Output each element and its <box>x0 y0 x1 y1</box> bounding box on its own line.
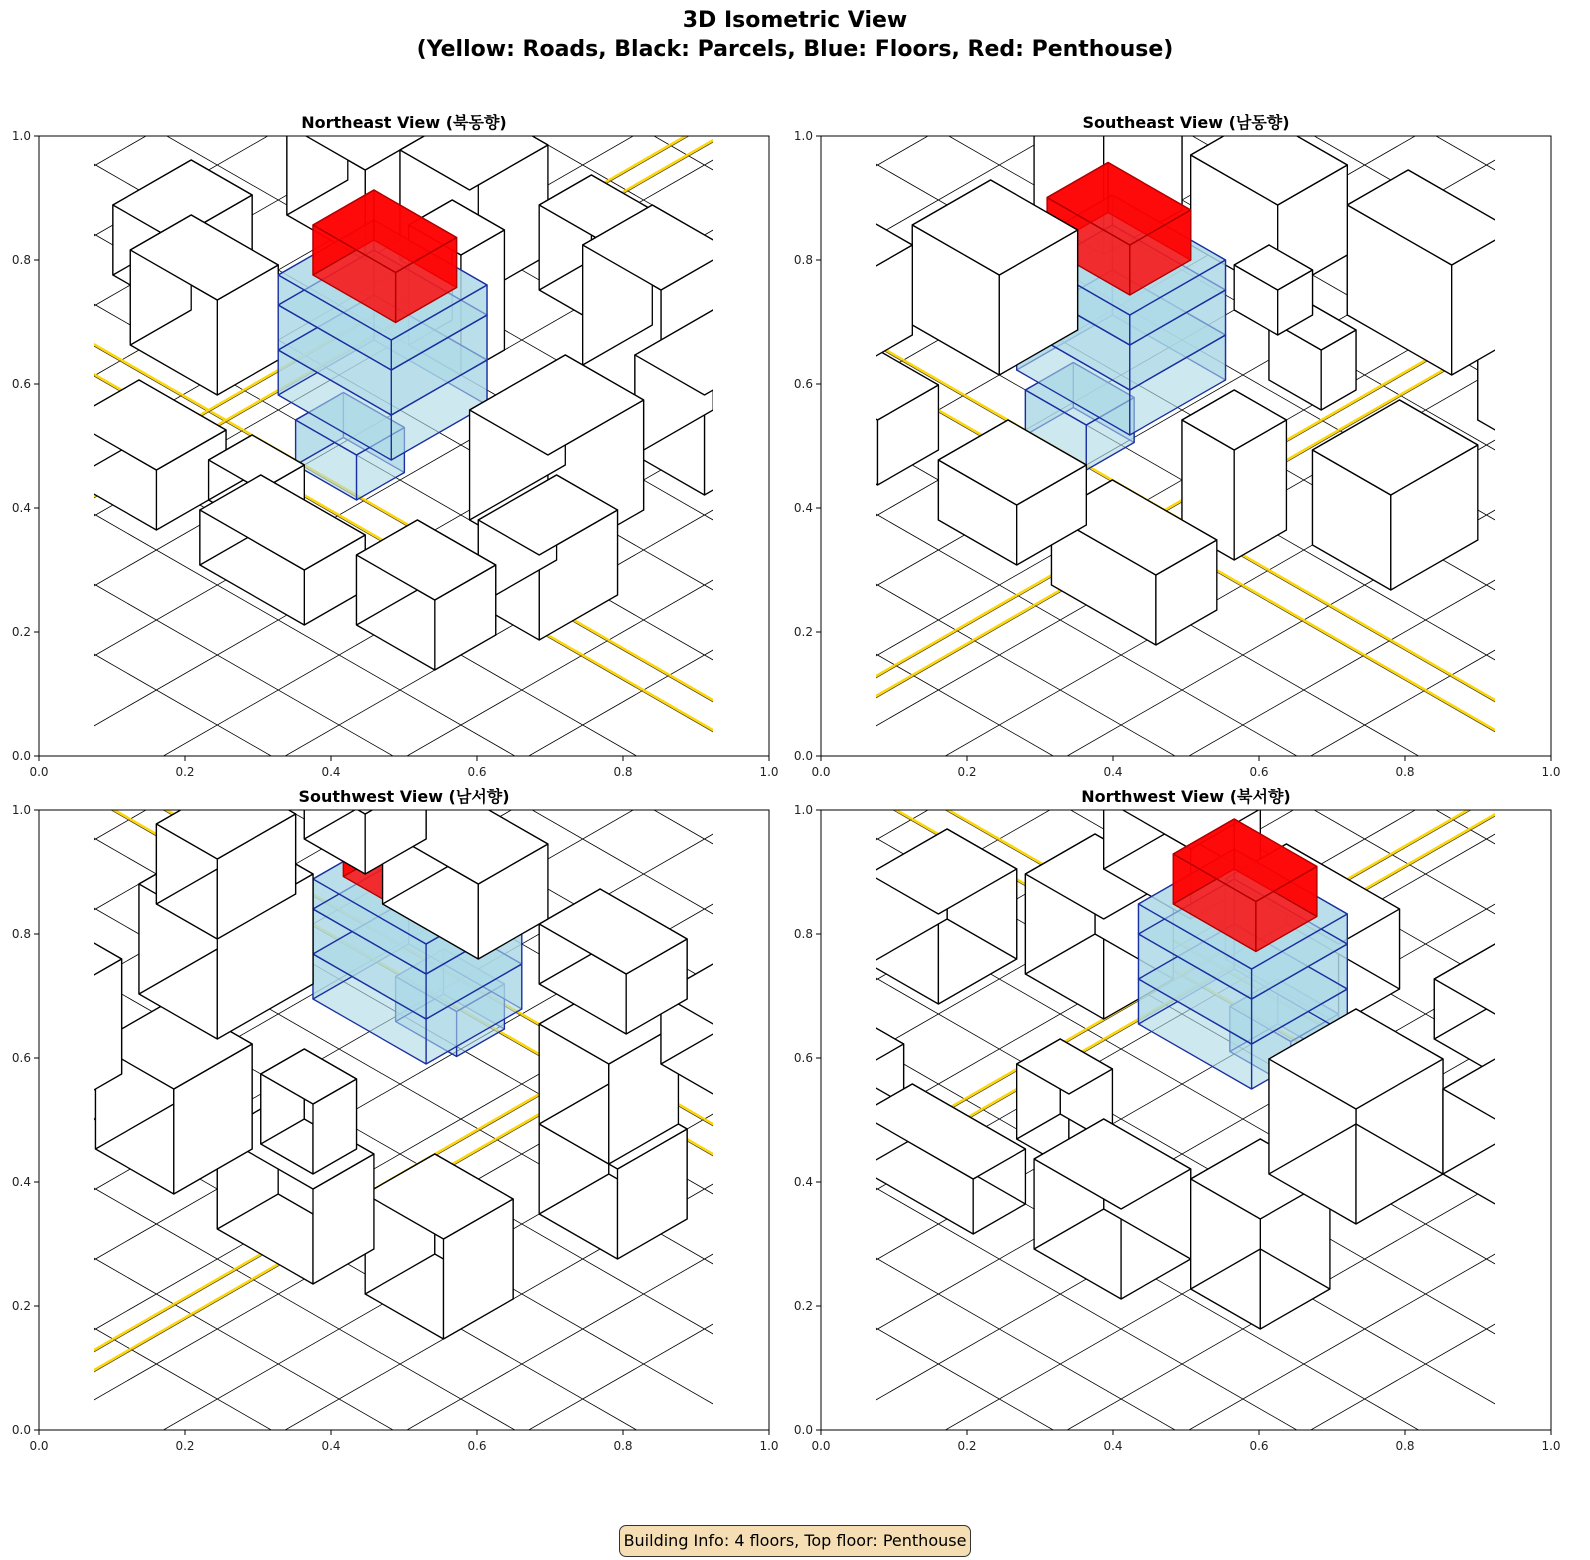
panel-northeast-view <box>0 110 795 790</box>
y-tick-label: 0.4 <box>11 501 31 515</box>
neighbor-building-face-4 <box>0 260 69 345</box>
x-tick-label: 0.0 <box>29 1439 49 1453</box>
neighbor-building-face-1 <box>705 350 783 495</box>
x-tick-label: 1.0 <box>759 765 779 779</box>
x-tick-label: 0.2 <box>957 1439 977 1453</box>
panel-southeast-view <box>782 110 1577 790</box>
neighbor-building-face-3 <box>1565 310 1590 470</box>
x-tick-label: 1.0 <box>1541 1439 1561 1453</box>
panel-title-northeast: Northeast View (북동향) <box>301 113 507 132</box>
y-tick-label: 0.6 <box>11 377 31 391</box>
panel-title-southeast: Southeast View (남동향) <box>1082 113 1290 132</box>
y-tick-label: 0.6 <box>793 1051 813 1065</box>
neighbor-building <box>764 205 912 380</box>
neighbor-building <box>1313 400 1478 590</box>
neighbor-building <box>860 1084 1025 1234</box>
y-tick-label: 0.0 <box>793 749 813 763</box>
neighbor-building <box>0 260 69 425</box>
x-tick-label: 0.4 <box>321 1439 341 1453</box>
neighbor-building <box>791 335 939 485</box>
neighbor-building-face-2 <box>1513 1049 1583 1174</box>
panel-title-southwest: Southwest View (남서향) <box>298 787 510 806</box>
y-tick-label: 0.6 <box>11 1051 31 1065</box>
x-tick-label: 0.8 <box>613 765 633 779</box>
panel-southwest-svg <box>0 784 795 1464</box>
neighbor-building <box>357 520 496 670</box>
y-tick-label: 0.8 <box>793 253 813 267</box>
figure-title <box>0 6 1590 64</box>
x-tick-label: 0.2 <box>957 765 977 779</box>
y-tick-label: 1.0 <box>793 129 813 143</box>
neighbor-building-face-4 <box>1565 999 1590 1069</box>
neighbor-building <box>869 829 1017 1004</box>
y-tick-label: 0.0 <box>11 1423 31 1437</box>
y-tick-label: 1.0 <box>11 129 31 143</box>
panel-northeast-svg <box>0 110 795 790</box>
y-tick-label: 0.8 <box>793 927 813 941</box>
neighbor-building-face-0 <box>0 949 61 1109</box>
x-tick-label: 0.8 <box>1395 765 1415 779</box>
figure-title-line-2: (Yellow: Roads, Black: Parcels, Blue: Floors, Red: Penthouse) <box>416 37 1174 62</box>
x-tick-label: 0.0 <box>29 765 49 779</box>
neighbor-building-face-0 <box>713 310 783 450</box>
neighbor-building <box>1443 1049 1582 1214</box>
x-tick-label: 0.6 <box>1249 765 1269 779</box>
neighbor-building-face-1 <box>0 300 69 425</box>
panel-northwest-svg <box>782 784 1577 1464</box>
neighbor-building <box>365 1154 513 1339</box>
neighbor-building <box>0 914 122 1109</box>
neighbor-building <box>1034 1119 1191 1299</box>
neighbor-building <box>1347 170 1512 375</box>
figure-title-line-1: 3D Isometric View <box>682 8 908 33</box>
y-tick-label: 0.4 <box>793 1175 813 1189</box>
target-building <box>278 190 487 500</box>
x-tick-label: 0.8 <box>1395 1439 1415 1453</box>
y-tick-label: 0.0 <box>793 1423 813 1437</box>
y-tick-label: 0.2 <box>793 625 813 639</box>
neighbor-building <box>1565 999 1590 1139</box>
panel-northwest-view <box>782 784 1577 1464</box>
y-tick-label: 0.8 <box>11 927 31 941</box>
neighbor-building <box>200 475 365 625</box>
neighbor-building-face-0 <box>0 260 69 380</box>
x-tick-label: 0.6 <box>467 765 487 779</box>
y-tick-label: 0.2 <box>11 1299 31 1313</box>
y-tick-label: 1.0 <box>11 803 31 817</box>
neighbor-building-face-0 <box>1565 1034 1590 1139</box>
x-tick-label: 0.4 <box>1103 1439 1123 1453</box>
x-tick-label: 0.8 <box>613 1439 633 1453</box>
y-tick-label: 0.2 <box>11 625 31 639</box>
x-tick-label: 0.2 <box>175 765 195 779</box>
x-tick-label: 1.0 <box>759 1439 779 1453</box>
neighbor-building <box>1434 944 1582 1089</box>
x-tick-label: 0.0 <box>811 765 831 779</box>
neighbor-building-face-1 <box>1521 994 1582 1089</box>
neighbor-building-face-3 <box>1565 999 1590 1104</box>
neighbor-building <box>130 215 278 395</box>
x-tick-label: 0.6 <box>467 1439 487 1453</box>
y-tick-label: 0.8 <box>11 253 31 267</box>
panel-title-northwest: Northwest View (북서향) <box>1081 787 1291 806</box>
y-tick-label: 0.4 <box>11 1175 31 1189</box>
neighbor-building <box>69 380 226 530</box>
x-tick-label: 1.0 <box>1541 765 1561 779</box>
x-tick-label: 0.2 <box>175 1439 195 1453</box>
y-tick-label: 0.0 <box>11 749 31 763</box>
x-tick-label: 0.4 <box>321 765 341 779</box>
neighbor-building-face-3 <box>834 245 912 380</box>
panel-southeast-svg <box>782 110 1577 790</box>
x-tick-label: 0.6 <box>1249 1439 1269 1453</box>
neighbor-building-face-2 <box>1495 944 1582 1054</box>
y-tick-label: 1.0 <box>793 803 813 817</box>
y-tick-label: 0.2 <box>793 1299 813 1313</box>
x-tick-label: 0.0 <box>811 1439 831 1453</box>
neighbor-building-face-0 <box>1530 260 1590 440</box>
x-tick-label: 0.4 <box>1103 765 1123 779</box>
panel-southwest-view <box>0 784 795 1464</box>
building-info-badge: Building Info: 4 floors, Top floor: Penthouse <box>619 1525 971 1557</box>
neighbor-building-face-1 <box>1513 1089 1583 1214</box>
y-tick-label: 0.4 <box>793 501 813 515</box>
y-tick-label: 0.6 <box>793 377 813 391</box>
